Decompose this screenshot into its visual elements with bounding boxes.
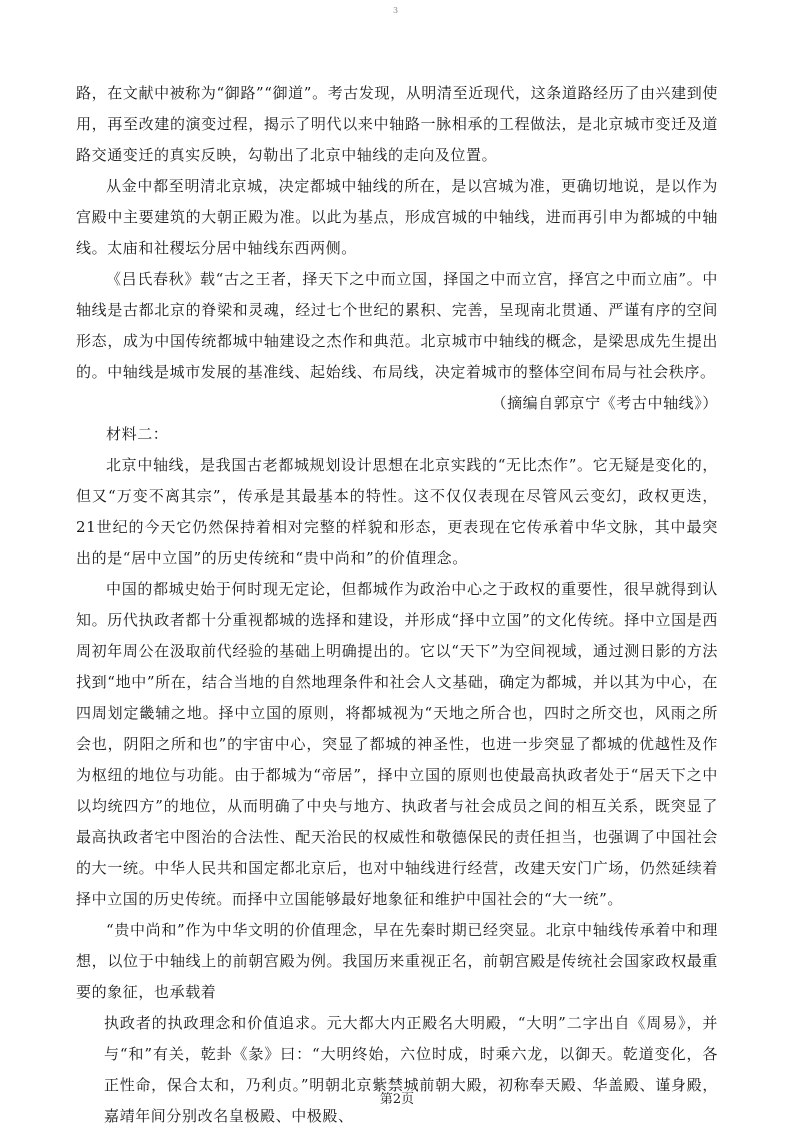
paragraph-masterpiece: 北京中轴线，是我国古老都城规划设计思想在北京实践的“无比杰作”。它无疑是变化的，但又“万变不离其宗”，传承是其最基本的特性。这不仅仅表现在尽管风云变幻，政权更迭，21世纪的今天它仍然保持着相对完整的样貌和形态，更表现在它传承着中华文脉，其中最突出的是“居中立国”的历史传统和“贵中尚和”的价值理念。 <box>76 456 718 567</box>
page-top-mark: 3 <box>393 6 399 15</box>
source-citation: （摘编自郭京宁《考古中轴线》） <box>491 394 718 412</box>
paragraph-palace-names: 执政者的执政理念和价值追求。元大都大内正殿名大明殿，“大明”二字出自《周易》，并与“和”有关，乾卦《彖》曰：“大明终始，六位时成，时乘六龙，以御天。乾道变化，各正性命，保合太和，乃利贞。”明朝北京紫禁城前朝大殿，初称奉天殿、华盖殿、谨身殿，嘉靖年间分别改名皇极殿、中极殿、 <box>104 1014 718 1125</box>
paragraph-harmony-value: “贵中尚和”作为中华文明的价值理念，早在先秦时期已经突显。北京中轴线传承着中和理想，以位于中轴线上的前朝宫殿为例。我国历来重视正名，前朝宫殿是传统社会国家政权最重要的象征，也承载着 <box>76 921 718 1001</box>
paragraph-continued: 路，在文献中被称为“御路”“御道”。考古发现，从明清至近现代，这条道路经历了由兴建到使用，再至改建的演变过程，揭示了明代以来中轴路一脉相承的工程做法，是北京城市变迁及道路交通变迁的真实反映，勾勒出了北京中轴线的走向及位置。 <box>76 84 718 164</box>
paragraph-axis-origin: 从金中都至明清北京城，决定都城中轴线的所在，是以宫城为准，更确切地说，是以作为宫殿中主要建筑的大朝正殿为准。以此为基点，形成宫城的中轴线，进而再引申为都城的中轴线。太庙和社稷坛分居中轴线东西两侧。 <box>76 177 718 257</box>
paragraph-lushi-chunqiu: 《吕氏春秋》载“古之王者，择天下之中而立国，择国之中而立宫，择宫之中而立庙”。中轴线是古都北京的脊梁和灵魂，经过七个世纪的累积、完善，呈现南北贯通、严谨有序的空间形态，成为中国传统都城中轴建设之杰作和典范。北京城市中轴线的概念，是梁思成先生提出的。中轴线是城市发展的基准线、起始线、布局线，决定着城市的整体空间布局与社会秩序。 <box>76 270 718 381</box>
page-number-footer: 第2页 <box>379 1092 415 1107</box>
paragraph-capital-history: 中国的都城史始于何时现无定论，但都城作为政治中心之于政权的重要性，很早就得到认知。历代执政者都十分重视都城的选择和建设，并形成“择中立国”的文化传统。择中立国是西周初年周公在汲取前代经验的基础上明确提出的。它以“天下”为空间视域，通过测日影的方法找到“地中”所在，结合当地的自然地理条件和社会人文基础，确定为都城，并以其为中心，在四周划定畿辅之地。择中立国的原则，将都城视为“天地之所合也，四时之所交也，风雨之所会也，阴阳之所和也”的宇宙中心，突显了都城的神圣性，也进一步突显了都城的优越性及作为枢纽的地位与功能。由于都城为“帝居”，择中立国的原则也使最高执政者处于“居天下之中以均统四方”的地位，从而明确了中央与地方、执政者与社会成员之间的相互关系，既突显了最高执政者宅中图治的合法性、配天治民的权威性和敬德保民的责任担当，也强调了中国社会的大一统。中华人民共和国定都北京后，也对中轴线进行经营，改建天安门广场，仍然延续着择中立国的历史传统。而择中立国能够最好地象征和维护中国社会的“大一统”。 <box>76 580 718 908</box>
document-body <box>76 78 718 1132</box>
material-two-heading: 材料二： <box>106 425 169 443</box>
